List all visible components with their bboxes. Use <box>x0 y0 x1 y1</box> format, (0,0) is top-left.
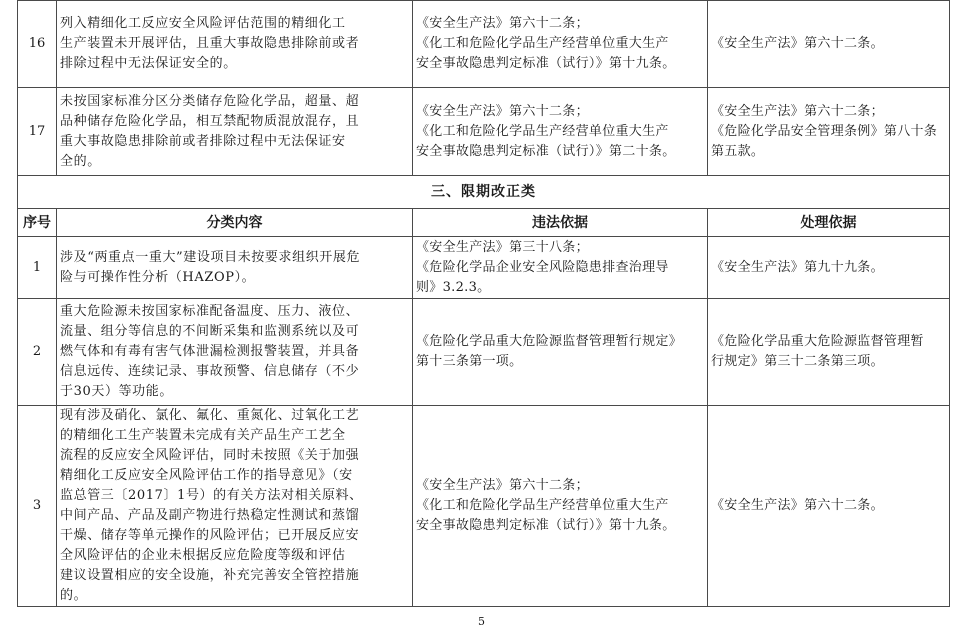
category-content: 现有涉及硝化、氯化、氟化、重氮化、过氧化工艺 的精细化工生产装置未完成有关产品生产工艺全 流程的反应安全风险评估，同时未按照《关于加强 精细化工反应安全风险评估工作的指导意见》（安 监总管三〔2017〕1号）的有关方法对相关原料、 中间产品、产品及副产物进行热稳定性测试和蒸馏 干燥、储存等单元操作的风险评估；已开展反应安 全风险评估的企业未根据反应危险度等级和评估 建议设置相应的安全设施，补充完善安全管控措施 的。 <box>57 406 413 607</box>
category-content: 涉及“两重点一重大”建设项目未按要求组织开展危 险与可操作性分析（HAZOP）。 <box>57 237 413 299</box>
handling-basis: 《危险化学品重大危险源监督管理暂 行规定》第三十二条第三项。 <box>708 299 950 406</box>
row-number: 3 <box>18 406 57 607</box>
table-row <box>18 88 950 176</box>
handling-basis: 《安全生产法》第六十二条。 <box>708 406 950 607</box>
table-row <box>18 406 950 607</box>
hazard-table <box>17 0 950 607</box>
row-number: 2 <box>18 299 57 406</box>
header-content: 分类内容 <box>57 209 413 237</box>
header-handling-basis: 处理依据 <box>708 209 950 237</box>
row-number: 16 <box>18 1 57 88</box>
header-row <box>18 209 950 237</box>
violation-basis: 《安全生产法》第六十二条； 《化工和危险化学品生产经营单位重大生产 安全事故隐患判定标准（试行）》第二十条。 <box>413 88 708 176</box>
handling-basis: 《安全生产法》第六十二条。 <box>708 1 950 88</box>
section-row <box>18 176 950 209</box>
handling-basis: 《安全生产法》第九十九条。 <box>708 237 950 299</box>
header-number: 序号 <box>18 209 57 237</box>
handling-basis: 《安全生产法》第六十二条； 《危险化学品安全管理条例》第八十条 第五款。 <box>708 88 950 176</box>
violation-basis: 《安全生产法》第六十二条； 《化工和危险化学品生产经营单位重大生产 安全事故隐患判定标准（试行）》第十九条。 <box>413 1 708 88</box>
violation-basis: 《安全生产法》第三十八条； 《危险化学品企业安全风险隐患排查治理导 则》3.2.3。 <box>413 237 708 299</box>
row-number: 1 <box>18 237 57 299</box>
table-row <box>18 237 950 299</box>
violation-basis: 《危险化学品重大危险源监督管理暂行规定》 第十三条第一项。 <box>413 299 708 406</box>
table-row <box>18 299 950 406</box>
section-title: 三、限期改正类 <box>18 176 950 209</box>
category-content: 列入精细化工反应安全风险评估范围的精细化工 生产装置未开展评估，且重大事故隐患排除前或者 排除过程中无法保证安全的。 <box>57 1 413 88</box>
row-number: 17 <box>18 88 57 176</box>
header-violation-basis: 违法依据 <box>413 209 708 237</box>
category-content: 重大危险源未按国家标准配备温度、压力、液位、 流量、组分等信息的不间断采集和监测系统以及可 燃气体和有毒有害气体泄漏检测报警装置，并具备 信息远传、连续记录、事故预警、信息储存（不少 于30天）等功能。 <box>57 299 413 406</box>
category-content: 未按国家标准分区分类储存危险化学品，超量、超 品种储存危险化学品，相互禁配物质混放混存，且 重大事故隐患排除前或者排除过程中无法保证安 全的。 <box>57 88 413 176</box>
table-row <box>18 1 950 88</box>
page-number: 5 <box>478 615 485 628</box>
violation-basis: 《安全生产法》第六十二条； 《化工和危险化学品生产经营单位重大生产 安全事故隐患判定标准（试行）》第十九条。 <box>413 406 708 607</box>
